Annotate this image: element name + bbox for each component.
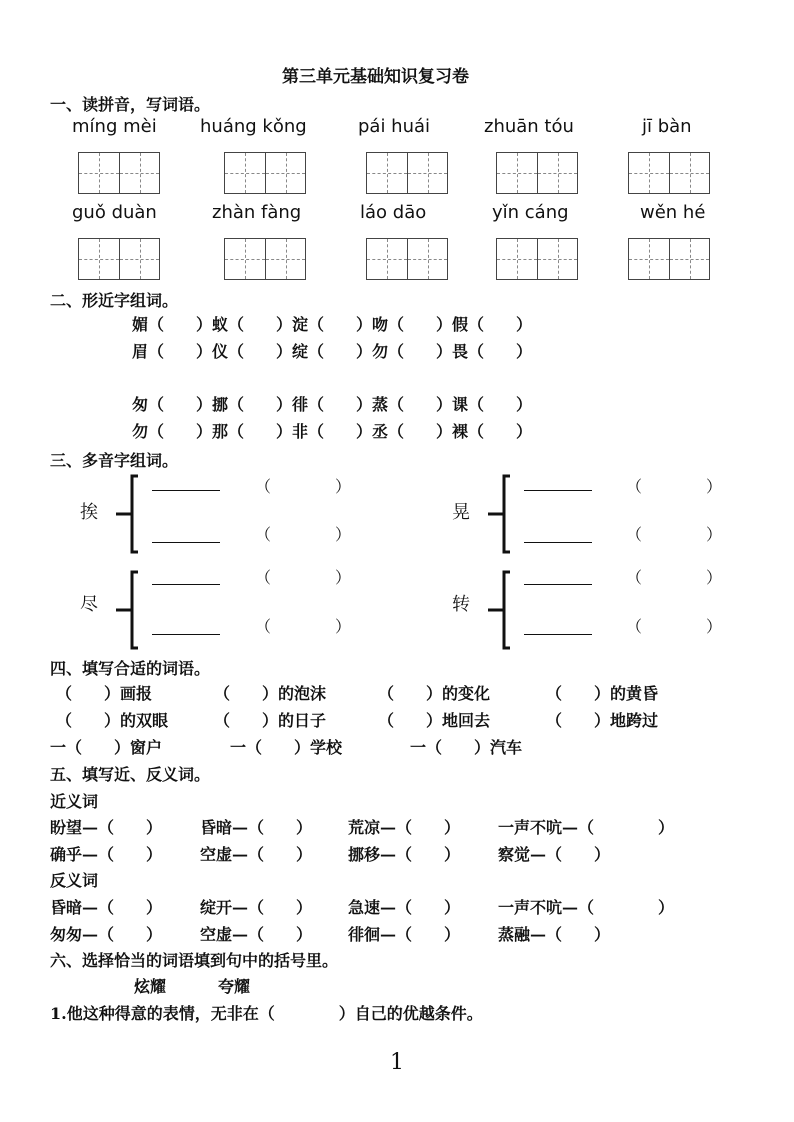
answer-line[interactable]	[152, 584, 220, 585]
answer-paren: （ ）	[626, 477, 723, 496]
answer-paren: （ ）	[626, 525, 723, 544]
fill-item: （ ）的变化	[378, 684, 491, 703]
page-number: 1	[390, 1050, 404, 1075]
answer-line[interactable]	[524, 634, 592, 635]
fill-item: 一（ ）汽车	[410, 738, 523, 757]
pinyin-4: zhuān tóu	[484, 116, 574, 137]
antonym-item: 急速—（ ）	[348, 898, 461, 917]
writing-grid[interactable]	[78, 238, 160, 280]
synonym-item: 挪移—（ ）	[348, 845, 461, 864]
answer-paren: （ ）	[255, 617, 352, 636]
writing-grid[interactable]	[366, 238, 448, 280]
fill-item: （ ）画报	[56, 684, 153, 703]
synonym-label: 近义词	[50, 792, 99, 811]
answer-paren: （ ）	[626, 568, 723, 587]
fill-item: 一（ ）窗户	[50, 738, 163, 757]
synonym-item: 一声不吭—（ ）	[498, 818, 675, 837]
answer-line[interactable]	[524, 542, 592, 543]
writing-grid[interactable]	[496, 152, 578, 194]
page-title: 第三单元基础知识复习卷	[282, 67, 469, 87]
similar-char-line: 勿（ ）那（ ）非（ ）丞（ ）裸（ ）	[132, 422, 533, 441]
fill-item: （ ）的泡沫	[214, 684, 327, 703]
fill-item: （ ）的日子	[214, 711, 327, 730]
fill-item: （ ）地回去	[378, 711, 491, 730]
pinyin-1: míng mèi	[72, 116, 157, 137]
synonym-item: 察觉—（ ）	[498, 845, 611, 864]
section-5-heading: 五、填写近、反义词。	[50, 765, 211, 784]
antonym-label: 反义词	[50, 871, 99, 890]
answer-line[interactable]	[524, 490, 592, 491]
synonym-item: 盼望—（ ）	[50, 818, 163, 837]
brace-icon	[484, 570, 516, 650]
brace-icon	[112, 474, 144, 554]
answer-paren: （ ）	[255, 568, 352, 587]
polyphone-char: 尽	[80, 594, 98, 615]
antonym-item: 昏暗—（ ）	[50, 898, 163, 917]
antonym-item: 徘徊—（ ）	[348, 925, 461, 944]
pinyin-9: yǐn cáng	[492, 202, 569, 223]
answer-paren: （ ）	[255, 477, 352, 496]
fill-item: （ ）的黄昏	[546, 684, 659, 703]
similar-char-line: 媚（ ）蚁（ ）淀（ ）吻（ ）假（ ）	[132, 315, 533, 334]
writing-grid[interactable]	[224, 152, 306, 194]
answer-line[interactable]	[152, 490, 220, 491]
section-4-heading: 四、填写合适的词语。	[50, 659, 211, 678]
writing-grid[interactable]	[628, 152, 710, 194]
synonym-item: 确乎—（ ）	[50, 845, 163, 864]
pinyin-7: zhàn fàng	[212, 202, 302, 223]
answer-line[interactable]	[152, 634, 220, 635]
pinyin-6: guǒ duàn	[72, 202, 157, 223]
fill-item: （ ）地跨过	[546, 711, 659, 730]
writing-grid[interactable]	[366, 152, 448, 194]
pinyin-8: láo dāo	[360, 202, 427, 223]
writing-grid[interactable]	[78, 152, 160, 194]
writing-grid[interactable]	[224, 238, 306, 280]
synonym-item: 昏暗—（ ）	[200, 818, 313, 837]
section-3-heading: 三、多音字组词。	[50, 451, 179, 470]
pinyin-3: pái huái	[358, 116, 431, 137]
antonym-item: 匆匆—（ ）	[50, 925, 163, 944]
answer-line[interactable]	[152, 542, 220, 543]
similar-char-line: 眉（ ）仪（ ）绽（ ）勿（ ）畏（ ）	[132, 342, 533, 361]
brace-icon	[484, 474, 516, 554]
antonym-item: 蒸融—（ ）	[498, 925, 611, 944]
section-1-heading: 一、读拼音，写词语。	[50, 95, 211, 114]
polyphone-char: 晃	[452, 502, 470, 523]
answer-line[interactable]	[524, 584, 592, 585]
fill-item: （ ）的双眼	[56, 711, 169, 730]
synonym-item: 空虚—（ ）	[200, 845, 313, 864]
synonym-item: 荒凉—（ ）	[348, 818, 461, 837]
similar-char-line: 匆（ ）挪（ ）徘（ ）蒸（ ）课（ ）	[132, 395, 533, 414]
brace-icon	[112, 570, 144, 650]
polyphone-char: 挨	[80, 502, 98, 523]
question-1: 1.他这种得意的表情，无非在（ ）自己的优越条件。	[50, 1004, 483, 1023]
pinyin-10: wěn hé	[640, 202, 706, 223]
section-6-heading: 六、选择恰当的词语填到句中的括号里。	[50, 951, 339, 970]
section-2-heading: 二、形近字组词。	[50, 291, 179, 310]
answer-paren: （ ）	[626, 617, 723, 636]
pinyin-5: jī bàn	[642, 116, 692, 137]
word-option: 炫耀	[134, 977, 167, 996]
fill-item: 一（ ）学校	[230, 738, 343, 757]
answer-paren: （ ）	[255, 525, 352, 544]
antonym-item: 一声不吭—（ ）	[498, 898, 675, 917]
antonym-item: 绽开—（ ）	[200, 898, 313, 917]
word-option: 夸耀	[218, 977, 251, 996]
writing-grid[interactable]	[628, 238, 710, 280]
writing-grid[interactable]	[496, 238, 578, 280]
pinyin-2: huáng kǒng	[200, 116, 307, 137]
polyphone-char: 转	[452, 594, 470, 615]
antonym-item: 空虚—（ ）	[200, 925, 313, 944]
